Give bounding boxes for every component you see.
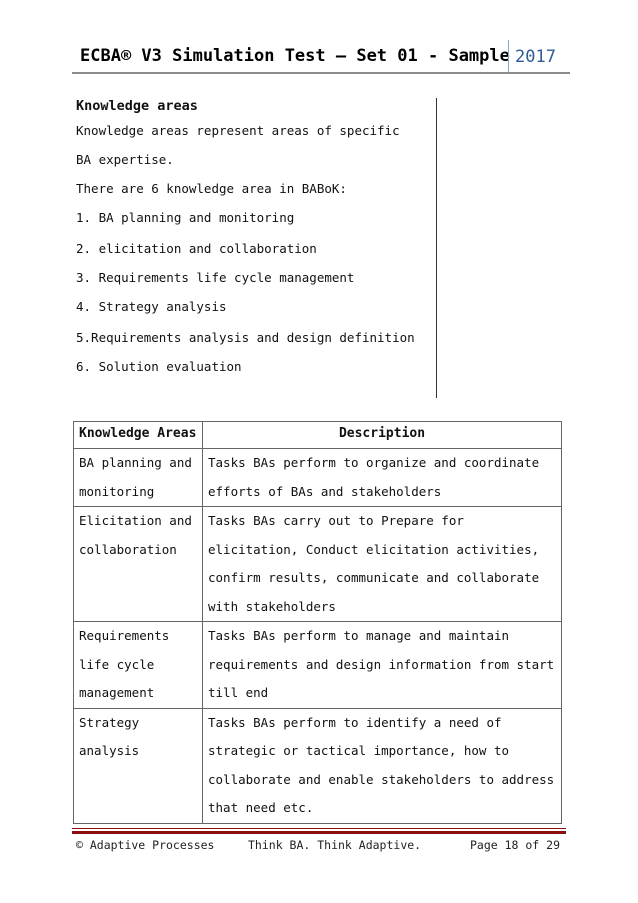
area-cell xyxy=(74,708,203,823)
description-line: Tasks BAs carry out to Prepare for xyxy=(208,513,464,528)
list-item: 2. elicitation and collaboration xyxy=(76,241,317,256)
knowledge-areas-section xyxy=(76,98,436,375)
section-line: BA expertise. xyxy=(76,152,174,167)
footer-rule xyxy=(72,828,566,829)
page-footer xyxy=(76,838,566,854)
list-item: 4. Strategy analysis xyxy=(76,299,227,314)
area-line: Requirements xyxy=(79,628,170,643)
description-line: efforts of BAs and stakeholders xyxy=(208,483,442,499)
description-line: Tasks BAs perform to identify a need of xyxy=(208,714,502,730)
section-line: Knowledge areas represent areas of specific xyxy=(76,123,400,138)
description-line: that need etc. xyxy=(208,800,314,815)
knowledge-areas-table xyxy=(73,421,562,824)
section-heading: Knowledge areas xyxy=(76,98,198,114)
section-line: There are 6 knowledge area in BABoK: xyxy=(76,181,347,196)
description-cell xyxy=(203,708,562,823)
table-header-row xyxy=(74,422,562,449)
table-row xyxy=(74,449,562,507)
footer-rule-thick xyxy=(72,831,566,834)
area-line: life cycle xyxy=(79,656,155,672)
description-line: strategic or tactical importance, how to xyxy=(208,743,510,758)
area-line: management xyxy=(79,685,155,700)
column-header-areas: Knowledge Areas xyxy=(74,422,203,449)
table-row xyxy=(74,507,562,622)
description-cell xyxy=(203,449,562,507)
table-row xyxy=(74,708,562,823)
description-cell xyxy=(203,622,562,709)
list-item: 1. BA planning and monitoring xyxy=(76,210,295,225)
list-item: 5.Requirements analysis and design definition xyxy=(76,330,415,345)
description-line: requirements and design information from start xyxy=(208,656,555,672)
table-row xyxy=(74,622,562,709)
list-item: 3. Requirements life cycle management xyxy=(76,270,355,285)
area-line: collaboration xyxy=(79,541,177,557)
area-cell xyxy=(74,507,203,622)
column-header-description: Description xyxy=(203,422,562,449)
description-line: confirm results, communicate and collaborate xyxy=(208,570,540,585)
area-line: BA planning and xyxy=(79,455,192,470)
description-line: with stakeholders xyxy=(208,598,336,614)
header-year: 2017 xyxy=(508,40,556,74)
area-line: monitoring xyxy=(79,483,155,499)
area-line: Elicitation and xyxy=(79,513,192,528)
area-cell xyxy=(74,449,203,507)
description-line: collaborate and enable stakeholders to address xyxy=(208,771,555,787)
description-line: elicitation, Conduct elicitation activities, xyxy=(208,541,540,557)
header-rule xyxy=(72,72,570,74)
header-title: ECBA® V3 Simulation Test – Set 01 - Sample xyxy=(80,46,510,66)
footer-copyright: © Adaptive Processes xyxy=(76,838,215,852)
area-line: analysis xyxy=(79,743,140,758)
description-line: Tasks BAs perform to manage and maintain xyxy=(208,628,510,643)
area-cell xyxy=(74,622,203,709)
description-line: till end xyxy=(208,685,269,700)
list-item: 6. Solution evaluation xyxy=(76,359,242,374)
description-cell xyxy=(203,507,562,622)
description-line: Tasks BAs perform to organize and coordinate xyxy=(208,455,540,470)
area-line: Strategy xyxy=(79,714,140,730)
footer-page-number: Page 18 of 29 xyxy=(469,838,560,852)
footer-tagline: Think BA. Think Adaptive. xyxy=(248,838,422,852)
vertical-divider xyxy=(436,98,437,398)
